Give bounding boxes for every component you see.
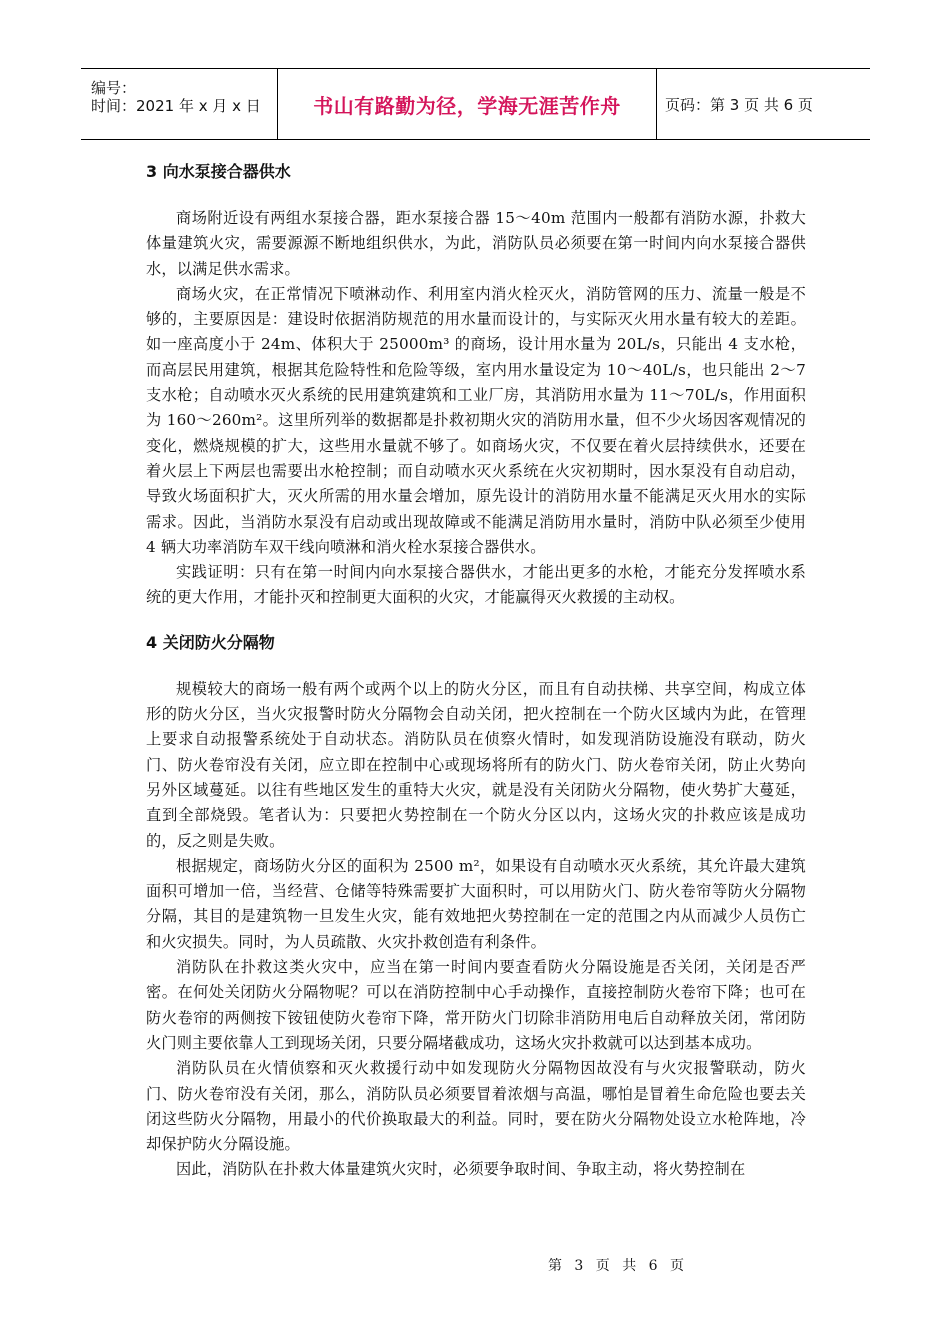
header-page-info: 页码：第 3 页 共 6 页 bbox=[665, 95, 813, 114]
paragraph: 消防队在扑救这类火灾中，应当在第一时间内要查看防火分隔设施是否关闭，关闭是否严密。在何处关闭防火分隔物呢？可以在消防控制中心手动操作，直接控制防火卷帘下降；也可在防火卷帘的两侧按下铵钮使防火卷帘下降，常开防火门切除非消防用电后自动释放关闭，常闭防火门则主要依靠人工到现场关闭，只要分隔堵截成功，这场火灾扑救就可以达到基本成功。 bbox=[146, 958, 806, 1052]
header-info bbox=[81, 69, 277, 139]
page-number: 第 3 页 共 6 页 bbox=[547, 1258, 689, 1274]
number-label: 编号： bbox=[91, 79, 137, 97]
header-motto: 书山有路勤为径，学海无涯苦作舟 bbox=[313, 93, 621, 118]
paragraph: 商场附近设有两组水泵接合器，距水泵接合器 15～40m 范围内一般都有消防水源，扑救大体量建筑火灾，需要源源不断地组织供水，为此，消防队员必须要在第一时间内向水泵接合器供水，以满足供水需求。 bbox=[146, 209, 806, 278]
time-label: 时间：2021 年 x 月 x 日 bbox=[91, 97, 261, 115]
paragraph: 实践证明：只有在第一时间内向水泵接合器供水，才能出更多的水枪，才能充分发挥喷水系统的更大作用，才能扑灭和控制更大面积的火灾，才能赢得灭火救援的主动权。 bbox=[146, 563, 806, 607]
section-title: 4 关闭防火分隔物 bbox=[146, 632, 275, 652]
paragraph: 因此，消防队在扑救大体量建筑火灾时，必须要争取时间、争取主动，将火势控制在 bbox=[176, 1160, 746, 1179]
paragraph: 消防队员在火情侦察和灭火救援行动中如发现防火分隔物因故没有与火灾报警联动，防火门、防火卷帘没有关闭，那么，消防队员必须要冒着浓烟与高温，哪怕是冒着生命危险也要去关闭这些防火分隔物，用最小的代价换取最大的利益。同时，要在防火分隔物处设立水枪阵地，冷却保护防火分隔设施。 bbox=[146, 1059, 806, 1154]
document-body bbox=[146, 160, 806, 1183]
paragraph: 商场火灾，在正常情况下喷淋动作、利用室内消火栓灭火，消防管网的压力、流量一般是不够的，主要原因是：建设时依据消防规范的用水量而设计的，与实际灭火用水量有较大的差距。如一座高度小于 24m、体积大于 25000m³ 的商场，设计用水量为 20L/s，只能出 4 支水枪，而高层民用建筑，根据其危险特性和危险等级，室内用水量设定为 10～40L/s，也只能出 2～7 支水枪；自动喷水灭火系统的民用建筑建筑和工业厂房，其消防用水量为 11～70L/s，作用面积为 160～260m²。这里所列举的数据都是扑救初期火灾的消防用水量，但不少火场因客观情况的变化，燃烧规模的扩大，这些用水量就不够了。如商场火灾，不仅要在着火层持续供水，还要在着火层上下两层也需要出水枪控制；而自动喷水灭火系统在火灾初期时，因水泵没有自动启动，导致火场面积扩大，灭火所需的用水量会增加，原先设计的消防用水量不能满足灭火用水的实际需求。因此，当消防水泵没有启动或出现故障或不能满足消防用水量时，消防中队必须至少使用 4 辆大功率消防车双干线向喷淋和消火栓水泵接合器供水。 bbox=[146, 284, 806, 556]
paragraph: 规模较大的商场一般有两个或两个以上的防火分区，而且有自动扶梯、共享空间，构成立体形的防火分区，当火灾报警时防火分隔物会自动关闭，把火控制在一个防火区域内为此，在管理上要求自动报警系统处于自动状态。消防队员在侦察火情时，如发现消防设施没有联动，防火门、防火卷帘没有关闭，应立即在控制中心或现场将所有的防火门、防火卷帘关闭，防止火势向另外区域蔓延。以往有些地区发生的重特大火灾，就是没有关闭防火分隔物，使火势扩大蔓延，直到全部烧毁。笔者认为：只要把火势控制在一个防火分区以内，这场火灾的扑救应该是成功的，反之则是失败。 bbox=[146, 679, 806, 850]
paragraph: 根据规定，商场防火分区的面积为 2500 m²，如果设有自动喷水灭火系统，其允许最大建筑面积可增加一倍，当经营、仓储等特殊需要扩大面积时，可以用防火门、防火卷帘等防火分隔物分隔，其目的是建筑物一旦发生火灾，能有效地把火势控制在一定的范围之内从而减少人员伤亡和火灾损失。同时，为人员疏散、火灾扑救创造有利条件。 bbox=[146, 856, 806, 951]
section-title: 3 向水泵接合器供水 bbox=[146, 162, 291, 181]
page-header bbox=[81, 68, 870, 140]
page-footer bbox=[0, 1255, 950, 1275]
